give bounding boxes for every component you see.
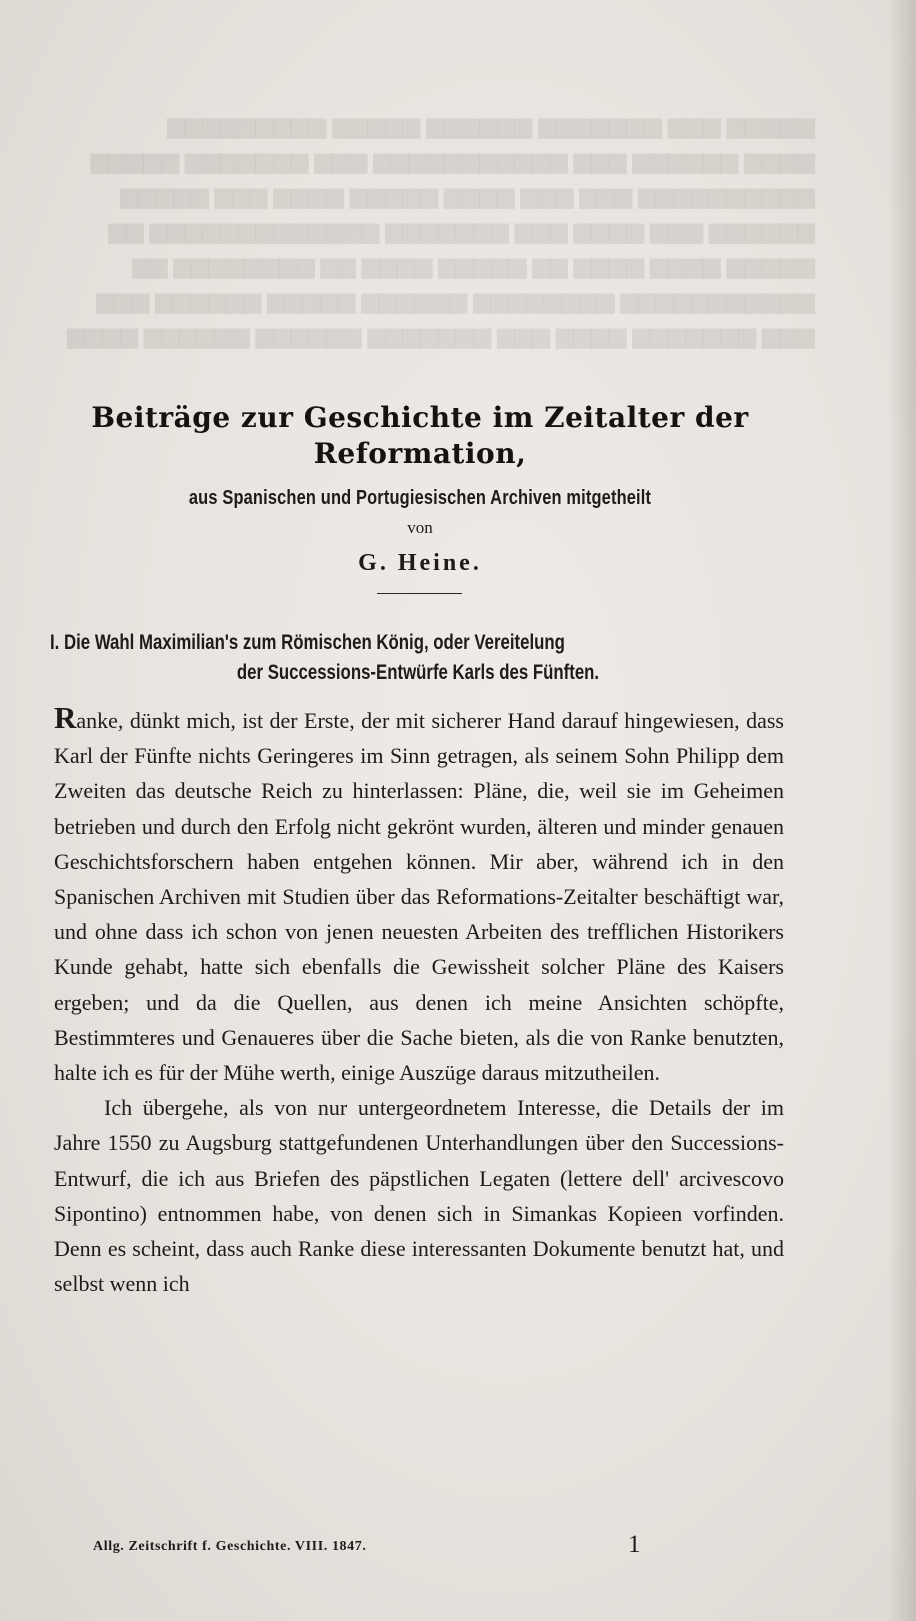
paragraph-1 — [54, 700, 784, 1090]
byline-von: von — [407, 518, 433, 537]
footer-journal-reference: Allg. Zeitschrift f. Geschichte. VIII. 1847. — [93, 1539, 367, 1554]
article-subtitle: aus Spanischen und Portugiesischen Archiven mitgetheilt — [188, 487, 652, 509]
section-heading — [50, 628, 786, 688]
drop-cap: R — [54, 700, 77, 735]
page-number: 1 — [628, 1531, 641, 1558]
paragraph-1-text: anke, dünkt mich, ist der Erste, der mit sicherer Hand darauf hingewiesen, dass Karl der Fünfte nichts Geringeres im Sinn getragen, als seinem Sohn Philipp dem Zweiten das deutsche Reich zu hinterlassen: Pläne, die, weil sie im Geheimen betrieben und durch den Erfolg nicht gekrönt wurden, älteren und minder genauen Geschichtsforschern haben entgehen können. Mir aber, während ich in den Spanischen Archiven mit Studien über das Reformations-Zeitalter beschäftigt war, und ohne dass ich schon von jenen neuesten Arbeiten des trefflichen Historikers Kunde gehabt, hatte sich ebenfalls die Gewissheit solcher Pläne des Kaisers ergeben; und da die Quellen, aus denen ich meine Ansichten schöpfte, Bestimmteres und Genaueres über die Sache bieten, als die von Ranke benutzten, halte ich es für der Mühe werth, einige Auszüge daraus mitzutheilen. — [54, 708, 784, 1086]
body-text — [54, 700, 784, 1301]
section-heading-line-2: der Successions-Entwürfe Karls des Fünften. — [236, 661, 600, 684]
author-name: G. Heine. — [358, 550, 482, 576]
bleed-through-texture: ▆▆▆▆▆ ▆▆▆ ▆▆▆▆▆▆▆ ▆▆▆▆▆▆ ▆▆▆▆▆ ▆▆▆▆▆▆▆▆▆ ▆▆▆▆ ▆▆▆▆▆▆ ▆▆▆ ▆▆▆▆▆▆▆▆▆▆▆ ▆▆▆ ▆▆▆▆▆▆▆ ▆▆▆▆▆ ▆▆▆▆▆▆▆▆▆▆ ▆▆▆ ▆▆▆ ▆▆▆▆ ▆▆▆▆▆ ▆▆▆▆ ▆▆▆ ▆▆▆▆▆ ▆▆▆▆▆▆ ▆▆▆ ▆▆▆▆ ▆▆▆ ▆▆▆▆▆▆▆ ▆▆▆▆▆▆▆▆▆▆▆▆▆ ▆▆ ▆▆▆▆▆ ▆▆▆▆ ▆▆▆▆ ▆▆ ▆▆▆▆▆ ▆▆▆▆ ▆▆ ▆▆▆▆▆▆▆▆ ▆▆ ▆▆▆▆▆▆▆▆▆▆▆ ▆▆▆▆▆▆▆▆ ▆▆▆▆▆▆ ▆▆▆▆▆ ▆▆▆▆▆▆ ▆▆▆ ▆▆▆ ▆▆▆▆▆▆▆ ▆▆▆▆ ▆▆▆ ▆▆▆▆▆▆▆ ▆▆▆▆▆▆ ▆▆▆▆▆▆ ▆▆▆▆ — [67, 113, 815, 348]
title-divider-rule — [377, 593, 462, 594]
section-heading-line-1: I. Die Wahl Maximilian's zum Römischen König, oder Vereitelung — [50, 631, 565, 654]
title-line-2: Reformation, — [313, 437, 527, 470]
page-edge-shadow — [888, 0, 916, 1621]
article-title — [40, 400, 800, 472]
title-line-1: Beiträge zur Geschichte im Zeitalter der — [91, 401, 749, 434]
paragraph-2: Ich übergehe, als von nur untergeordnetem Interesse, die Details der im Jahre 1550 zu Augsburg stattgefundenen Unterhandlungen über den Successions-Entwurf, die ich aus Briefen des päpstlichen Legaten (lettere dell' arcivescovo Sipontino) entnommen habe, von denen sich in Simankas Kopieen vorfinden. Denn es scheint, dass auch Ranke diese interessanten Dokumente benutzt hat, und selbst wenn ich — [54, 1095, 784, 1297]
